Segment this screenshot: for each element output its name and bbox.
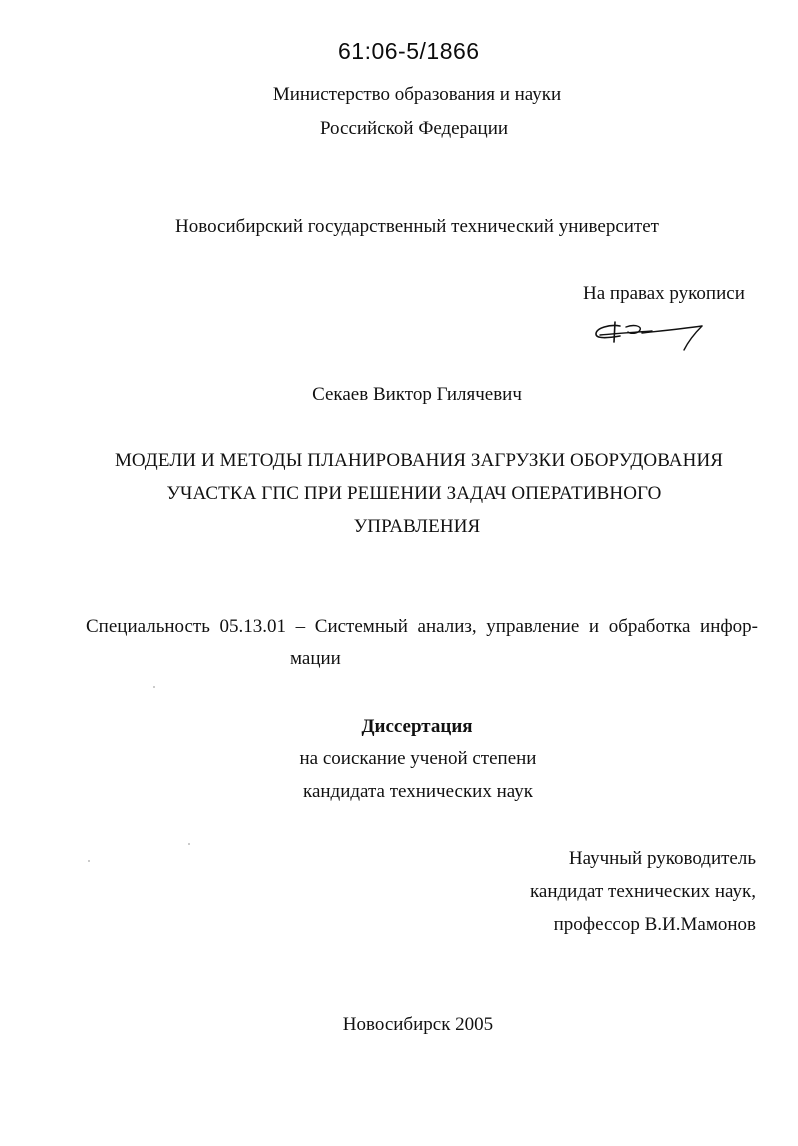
archive-stamp-number: 61:06-5/1866 bbox=[338, 38, 480, 64]
ministry-line-1: Министерство образования и науки bbox=[272, 84, 562, 105]
scan-speck bbox=[188, 843, 190, 845]
scan-speck bbox=[153, 686, 155, 688]
degree-line-2: кандидата технических наук bbox=[303, 781, 533, 802]
signature-icon bbox=[590, 314, 710, 354]
ministry-line-2: Российской Федерации bbox=[319, 118, 509, 139]
university-name: Новосибирский государственный технический университет bbox=[175, 216, 659, 237]
dissertation-heading: Диссертация bbox=[361, 716, 473, 737]
degree-line-1: на соискание ученой степени bbox=[299, 748, 537, 769]
scan-speck bbox=[88, 860, 90, 862]
advisor-role: Научный руководитель bbox=[568, 848, 756, 869]
dissertation-title-line-1: МОДЕЛИ И МЕТОДЫ ПЛАНИРОВАНИЯ ЗАГРУЗКИ ОБОРУДОВАНИЯ bbox=[114, 450, 724, 471]
advisor-name: профессор В.И.Мамонов bbox=[553, 914, 756, 935]
city-year: Новосибирск 2005 bbox=[342, 1014, 494, 1035]
dissertation-title-line-3: УПРАВЛЕНИЯ bbox=[353, 516, 481, 537]
dissertation-title-line-2: УЧАСТКА ГПС ПРИ РЕШЕНИИ ЗАДАЧ ОПЕРАТИВНОГО bbox=[166, 483, 662, 504]
manuscript-note: На правах рукописи bbox=[583, 283, 745, 304]
advisor-degree: кандидат технических наук, bbox=[529, 881, 756, 902]
author-name: Секаев Виктор Гилячевич bbox=[312, 384, 522, 405]
specialty-line-2: мации bbox=[290, 648, 341, 669]
specialty-line-1: Специальность 05.13.01 – Системный анализ, управление и обработка инфор- bbox=[86, 616, 758, 637]
